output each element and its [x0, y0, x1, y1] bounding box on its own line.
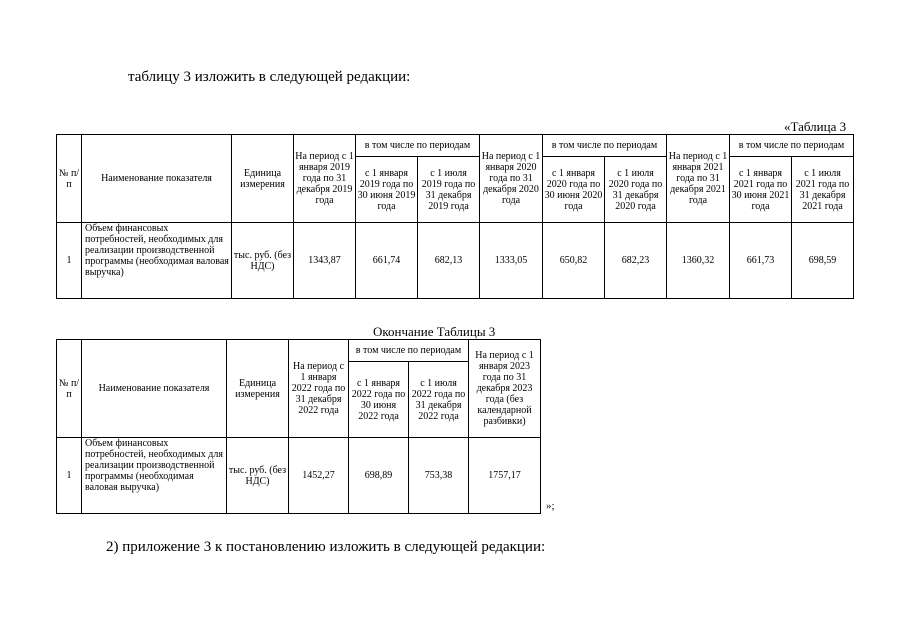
value-2020: 1333,05 [480, 223, 543, 299]
intro-text: таблицу 3 изложить в следующей редакции: [128, 69, 411, 85]
header-number: № п/п [57, 135, 82, 223]
header-including-2021: в том числе по периодам [730, 135, 854, 157]
header-period-2021: На период с 1 января 2021 года по 31 декабря 2021 года [667, 135, 730, 223]
value-h2-2020: 682,23 [605, 223, 667, 299]
header-name: Наименование показателя [82, 135, 232, 223]
header-including-2022: в том числе по периодам [349, 340, 469, 362]
header-unit: Единица измерения [232, 135, 294, 223]
table-3 [56, 134, 854, 299]
table2-caption: Окончание Таблицы 3 [373, 324, 496, 339]
header-h1-2020: с 1 января 2020 года по 30 июня 2020 года [543, 157, 605, 223]
value-h1-2020: 650,82 [543, 223, 605, 299]
header-period-2019: На период с 1 января 2019 года по 31 декабря 2019 года [294, 135, 356, 223]
value-h1-2019: 661,74 [356, 223, 418, 299]
value-h2-2022: 753,38 [409, 438, 469, 514]
table-3-end [56, 339, 541, 514]
header-h2-2021: с 1 июля 2021 года по 31 декабря 2021 года [792, 157, 854, 223]
row-unit: тыс. руб. (без НДС) [227, 438, 289, 514]
closing-quote: »; [546, 500, 555, 512]
header-number: № п/п [57, 340, 82, 438]
header-unit: Единица измерения [227, 340, 289, 438]
header-h2-2022: с 1 июля 2022 года по 31 декабря 2022 года [409, 362, 469, 438]
value-h1-2022: 698,89 [349, 438, 409, 514]
header-period-2023: На период с 1 января 2023 года по 31 декабря 2023 года (без календарной разбивки) [469, 340, 541, 438]
table-row [57, 223, 854, 299]
header-name: Наименование показателя [82, 340, 227, 438]
header-h1-2022: с 1 января 2022 года по 30 июня 2022 года [349, 362, 409, 438]
table1-caption: «Таблица 3 [784, 119, 847, 134]
value-2023: 1757,17 [469, 438, 541, 514]
header-including-2020: в том числе по периодам [543, 135, 667, 157]
value-h2-2019: 682,13 [418, 223, 480, 299]
value-h2-2021: 698,59 [792, 223, 854, 299]
outro-text: 2) приложение 3 к постановлению изложить в следующей редакции: [106, 539, 546, 555]
header-h1-2021: с 1 января 2021 года по 30 июня 2021 года [730, 157, 792, 223]
value-h1-2021: 661,73 [730, 223, 792, 299]
header-h2-2020: с 1 июля 2020 года по 31 декабря 2020 года [605, 157, 667, 223]
header-period-2022: На период с 1 января 2022 года по 31 декабря 2022 года [289, 340, 349, 438]
row-number: 1 [57, 438, 82, 514]
row-unit: тыс. руб. (без НДС) [232, 223, 294, 299]
value-2019: 1343,87 [294, 223, 356, 299]
row-name: Объем финансовых потребностей, необходимых для реализации производственной программы (необходимая валовая выручка) [82, 223, 232, 299]
header-period-2020: На период с 1 января 2020 года по 31 декабря 2020 года [480, 135, 543, 223]
header-including-2019: в том числе по периодам [356, 135, 480, 157]
row-name: Объем финансовых потребностей, необходимых для реализации производственной программы (необходимая валовая выручка) [82, 438, 227, 514]
value-2021: 1360,32 [667, 223, 730, 299]
value-2022: 1452,27 [289, 438, 349, 514]
header-h2-2019: с 1 июля 2019 года по 31 декабря 2019 года [418, 157, 480, 223]
table-row [57, 438, 541, 514]
row-number: 1 [57, 223, 82, 299]
header-h1-2019: с 1 января 2019 года по 30 июня 2019 года [356, 157, 418, 223]
